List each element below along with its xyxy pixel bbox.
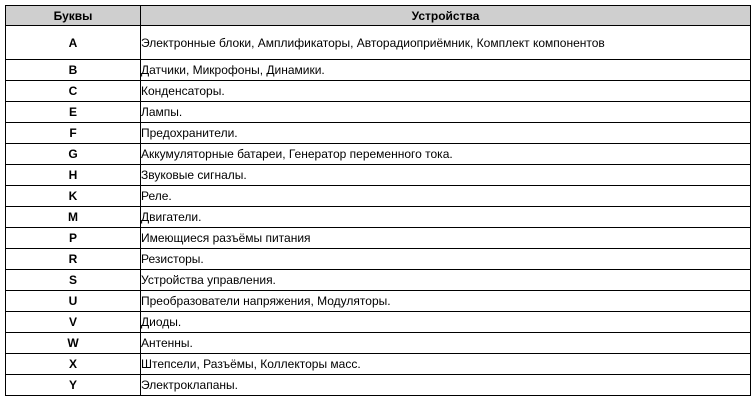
letter-cell: X [6,354,141,375]
table-row [6,375,751,396]
device-cell: Штепсели, Разъёмы, Коллекторы масс. [141,354,751,375]
letter-cell: E [6,102,141,123]
letter-cell: C [6,81,141,102]
letter-cell: S [6,270,141,291]
header-letters: Буквы [6,6,141,26]
header-devices: Устройства [141,6,751,26]
letter-cell: F [6,123,141,144]
table-row [6,228,751,249]
table-row [6,123,751,144]
table-row [6,81,751,102]
device-cell: Электронные блоки, Амплификаторы, Авторадиоприёмник, Комплект компонентов [141,26,751,60]
table-header-row [6,6,751,26]
letter-cell: B [6,60,141,81]
device-cell: Звуковые сигналы. [141,165,751,186]
letter-cell: P [6,228,141,249]
device-cell: Диоды. [141,312,751,333]
letter-cell: M [6,207,141,228]
table-row [6,207,751,228]
table-row [6,26,751,60]
component-code-table [5,5,751,396]
device-cell: Конденсаторы. [141,81,751,102]
table-row [6,186,751,207]
table-row [6,165,751,186]
device-cell: Преобразователи напряжения, Модуляторы. [141,291,751,312]
device-cell: Антенны. [141,333,751,354]
device-cell: Устройства управления. [141,270,751,291]
letter-cell: H [6,165,141,186]
letter-cell: G [6,144,141,165]
table-row [6,291,751,312]
table-row [6,102,751,123]
device-cell: Аккумуляторные батареи, Генератор переменного тока. [141,144,751,165]
table-row [6,270,751,291]
device-cell: Резисторы. [141,249,751,270]
table-row [6,354,751,375]
device-cell: Имеющиеся разъёмы питания [141,228,751,249]
letter-cell: A [6,26,141,60]
table-row [6,333,751,354]
device-cell: Реле. [141,186,751,207]
letter-cell: U [6,291,141,312]
letter-cell: W [6,333,141,354]
table-row [6,312,751,333]
letter-cell: R [6,249,141,270]
device-cell: Двигатели. [141,207,751,228]
device-cell: Предохранители. [141,123,751,144]
table-row [6,144,751,165]
device-cell: Лампы. [141,102,751,123]
device-cell: Датчики, Микрофоны, Динамики. [141,60,751,81]
table-row [6,60,751,81]
letter-cell: V [6,312,141,333]
device-cell: Электроклапаны. [141,375,751,396]
letter-cell: K [6,186,141,207]
table-row [6,249,751,270]
letter-cell: Y [6,375,141,396]
